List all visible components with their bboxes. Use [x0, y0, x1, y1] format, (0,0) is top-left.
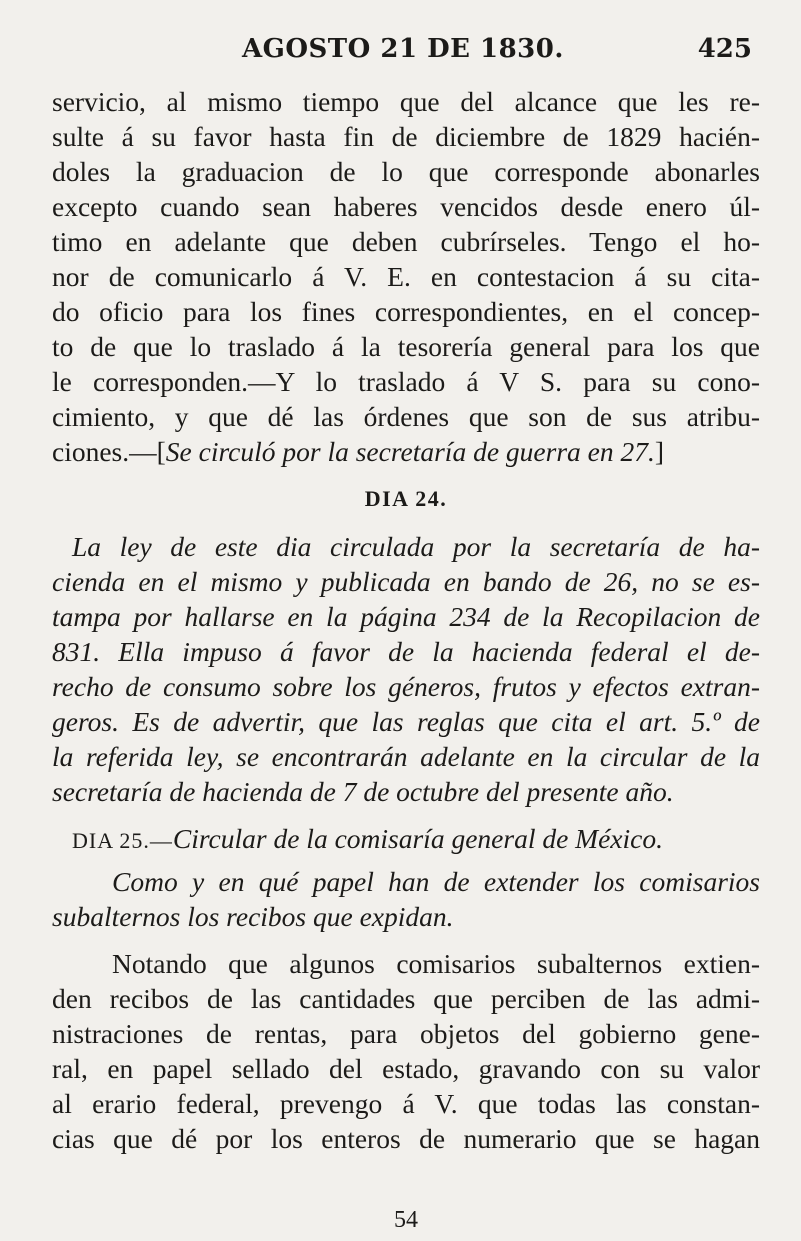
text-line: cienda en el mismo y publicada en bando de 26, no se es- — [52, 566, 760, 597]
text-line: cimiento, y que dé las órdenes que son de sus atribu- — [52, 401, 760, 432]
circular-title: Circular de la comisaría general de México. — [172, 823, 663, 854]
text-line: tampa por hallarse en la página 234 de la Recopilacion de — [52, 601, 760, 632]
text-line: sulte á su favor hasta fin de diciembre de 1829 hacién- — [52, 121, 760, 152]
text-line: recho de consumo sobre los géneros, frutos y efectos extran- — [52, 671, 760, 702]
text-line: ral, en papel sellado del estado, gravando con su valor — [52, 1053, 760, 1084]
text-line: cias que dé por los enteros de numerario que se hagan — [52, 1123, 760, 1154]
text-line: geros. Es de advertir, que las reglas que cita el art. 5.º de — [52, 706, 760, 737]
text-fragment: ciones.—[ — [52, 436, 166, 467]
page-number: 425 — [697, 34, 752, 64]
text-line: excepto cuando sean haberes vencidos desde enero úl- — [52, 191, 760, 222]
running-head: AGOSTO 21 DE 1830. — [242, 34, 564, 64]
paragraph-continuation — [52, 84, 760, 469]
text-line: timo en adelante que deben cubrírseles. Tengo el ho- — [52, 226, 760, 257]
signature-mark: 54 — [394, 1207, 418, 1233]
day-label: DIA 25.— — [72, 828, 173, 853]
text-fragment: ] — [654, 436, 665, 467]
text-line: servicio, al mismo tiempo que del alcance que les re- — [52, 86, 760, 117]
circular-subtitle-line: Como y en qué papel han de extender los comisarios — [112, 866, 760, 897]
text-line: to de que lo traslado á la tesorería general para los que — [52, 331, 760, 362]
text-line: nistraciones de rentas, para objetos del gobierno gene- — [52, 1018, 760, 1049]
section-25 — [52, 821, 760, 1156]
page-header — [52, 34, 752, 70]
text-line: la referida ley, se encontrarán adelante en la circular de la — [52, 741, 760, 772]
text-line: Notando que algunos comisarios subalternos extien- — [112, 948, 760, 979]
text-line-final — [52, 434, 760, 469]
text-line-final: secretaría de hacienda de 7 de octubre del presente año. — [52, 776, 674, 807]
section-heading-dia-24: DIA 24. — [364, 486, 448, 511]
section-heading-dia-25 — [52, 821, 760, 856]
text-line: al erario federal, prevengo á V. que todas las constan- — [52, 1088, 760, 1119]
text-line: le corresponden.—Y lo traslado á V S. para su cono- — [52, 366, 760, 397]
text-line: doles la graduacion de lo que corresponde abonarles — [52, 156, 760, 187]
text-line: nor de comunicarlo á V. E. en contestacion á su cita- — [52, 261, 760, 292]
circular-subtitle-line: subalternos los recibos que expidan. — [52, 901, 454, 932]
text-line: do oficio para los fines correspondientes, en el concep- — [52, 296, 760, 327]
circulation-note: Se circuló por la secretaría de guerra en 27. — [165, 436, 655, 467]
section-24-note — [52, 529, 760, 809]
body-text — [52, 84, 760, 1156]
text-line: 831. Ella impuso á favor de la hacienda federal el de- — [52, 636, 760, 667]
text-line: La ley de este dia circulada por la secretaría de ha- — [72, 531, 760, 562]
text-line: den recibos de las cantidades que perciben de las admi- — [52, 983, 760, 1014]
